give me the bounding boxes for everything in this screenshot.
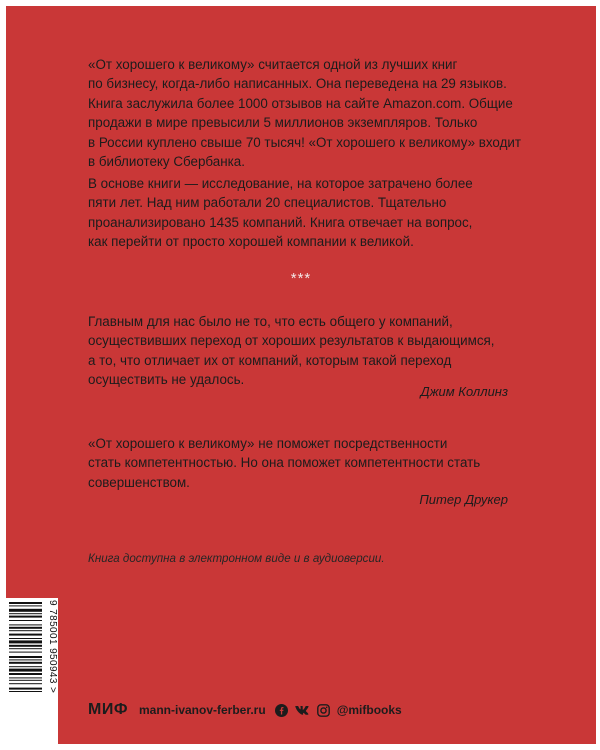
publisher-site-link[interactable]: mann-ivanov-ferber.ru (138, 703, 266, 717)
publisher-logo: МИФ (88, 701, 128, 718)
research-paragraph: В основе книги — исследование, на которое затрачено более пяти лет. Над ним работали 20 специалистов. Тщательно проанализировано 1435 компаний. Книга отвечает на вопрос, как перейти от просто хорошей компании к великой. (88, 176, 473, 250)
availability-note: Книга доступна в электронном виде и в аудиоверсии. (88, 552, 385, 565)
intro-paragraph: «От хорошего к великому» считается одной из лучших книг по бизнесу, когда-либо написанных. Она переведена на 29 языков. Книга заслужила более 1000 отзывов на сайте Amazon.com. Общие продажи в мире превысили 5 миллионов экземпляров. Только в России куплено свыше 70 тысяч! «От хорошего к великому» входит в библиотеку Сбербанка. (88, 57, 522, 170)
drucker-author: Питер Друкер (419, 492, 508, 507)
collins-quote: Главным для нас было не то, что есть общего у компаний, осуществивших переход от хороших результатов к выдающимся, а то, что отличает их от компаний, которым такой переход осуществить не удалось. (88, 314, 495, 388)
collins-author: Джим Коллинз (420, 384, 508, 399)
isbn-barcode (6, 598, 58, 744)
publisher-footer (88, 698, 402, 722)
drucker-quote: «От хорошего к великому» не поможет посредственности стать компетентностью. Но она поможет компетентности стать совершенством. (88, 436, 481, 490)
barcode-bars (6, 598, 44, 744)
separator-stars: *** (290, 270, 312, 287)
vk-icon[interactable] (295, 705, 310, 715)
social-handle[interactable]: @mifbooks (336, 703, 402, 717)
barcode-digits: 9 785001 950943 > (47, 600, 58, 694)
back-cover (6, 6, 596, 744)
facebook-icon[interactable] (275, 704, 288, 717)
instagram-icon[interactable] (317, 704, 330, 717)
